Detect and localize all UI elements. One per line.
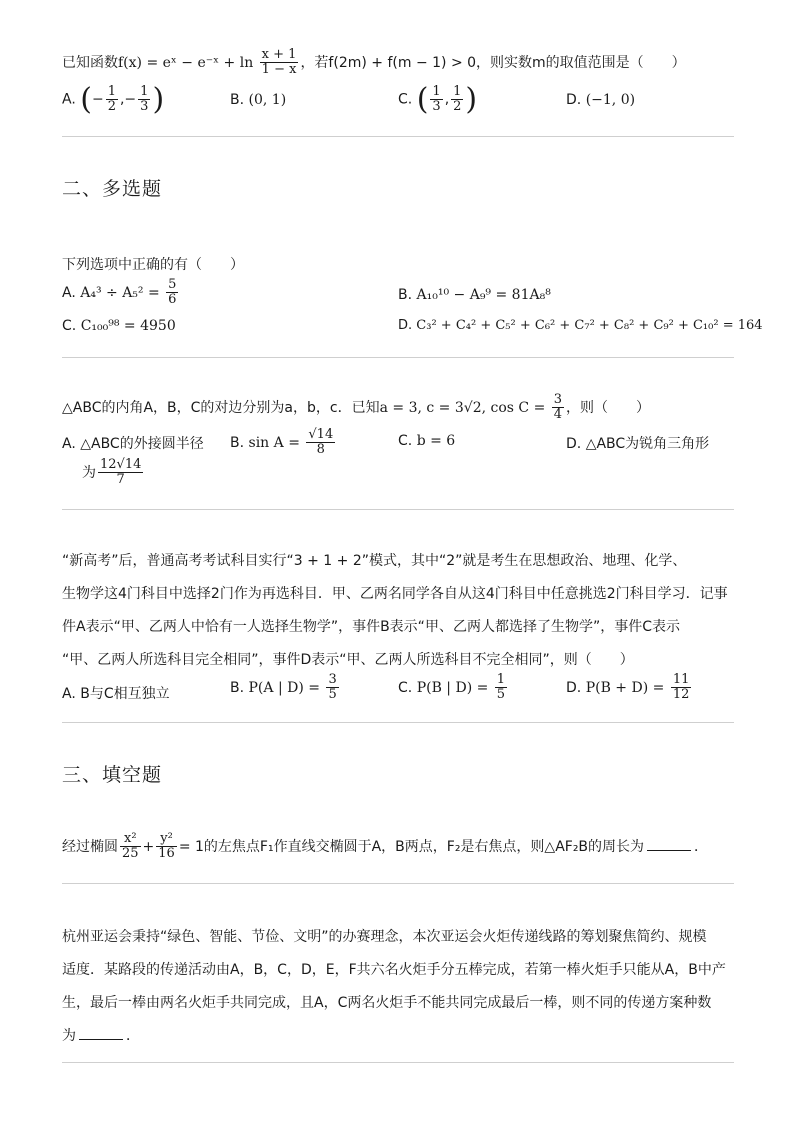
q3-b-expr: sin A = — [248, 434, 300, 451]
q4-d-expr: P(B + D) = — [585, 679, 665, 696]
q6-answer-blank[interactable] — [79, 1039, 123, 1040]
q3-a-text: △ABC的外接圆半径 — [80, 436, 204, 452]
q3-option-c — [398, 433, 455, 449]
frac-den: 6 — [168, 292, 177, 308]
q3-cos-frac — [552, 393, 564, 423]
q4-option-c — [398, 673, 509, 703]
frac-den: 4 — [553, 407, 563, 423]
q1-c-frac2 — [451, 85, 463, 115]
divider — [62, 883, 734, 884]
q2-d-expr: C₃² + C₄² + C₅² + C₆² + C₇² + C₈² + C₉² + C₁₀² = 164 — [416, 318, 763, 333]
option-label: C. — [398, 91, 413, 108]
q2-a-expr: A₄³ ÷ A₅² = — [80, 284, 160, 301]
option-label: C. — [398, 433, 413, 449]
q1-option-a: A. (− $\frac{1}{2}$ ,− $\frac{1}{3}$ ) — [62, 82, 165, 117]
q1-stem — [62, 48, 686, 78]
option-label: A. — [62, 436, 76, 452]
frac-num: 3 — [553, 392, 563, 407]
frac-num: 1 — [140, 83, 149, 99]
q4-d-frac — [671, 673, 692, 703]
section-title-fill-in: 三、填空题 — [62, 764, 163, 786]
q4-b-expr: P(A | D) = — [248, 679, 320, 696]
q4-option-a — [62, 683, 170, 703]
option-label: B. — [398, 287, 413, 303]
frac-num: x² — [120, 832, 141, 847]
q1-a-sign2: − — [124, 91, 137, 108]
q1-func-fraction — [260, 48, 299, 78]
q5-end: ． — [694, 838, 709, 855]
q3-stem — [62, 393, 650, 423]
frac-num: 1 — [453, 83, 462, 99]
q4-c-expr: P(B | D) = — [416, 679, 489, 696]
q1-func: f(x) = eˣ − e⁻ˣ + ln — [118, 54, 254, 71]
frac-den: 25 — [122, 846, 139, 862]
q3-option-a — [62, 433, 204, 453]
q3-stem-b: a = 3, c = 3√2, cos C = — [379, 399, 546, 416]
frac-den: 12 — [672, 687, 690, 703]
frac-num: 1 — [107, 83, 116, 99]
q1-a-frac1 — [106, 85, 118, 115]
q6-line4-post: ． — [126, 1028, 140, 1044]
frac-den: 7 — [116, 472, 125, 488]
q4-stem — [62, 545, 734, 677]
q2-option-a — [62, 278, 180, 308]
q4-line4: “甲、乙两人所选科目完全相同”，事件D表示“甲、乙两人所选科目不完全相同”，则（ ） — [62, 652, 634, 668]
frac-num: √14 — [308, 427, 334, 442]
option-label: C. — [398, 679, 413, 696]
option-label: D. — [566, 679, 582, 696]
q1-func-den: 1 − x — [261, 62, 297, 78]
divider — [62, 1062, 734, 1063]
q4-line2: 生物学这4门科目中选择2门作为再选科目．甲、乙两名同学各自从这4门科目中任意挑选2门科目学习．记事 — [62, 586, 728, 602]
option-label: A. — [62, 284, 76, 301]
q4-c-frac — [495, 673, 507, 703]
q6-line2: 适度．某路段的传递活动由A，B，C，D，E，F共六名火炬手分五棒完成，若第一棒火炬手只能从A，B中产 — [62, 962, 726, 978]
q5-y-frac — [156, 832, 177, 862]
option-label: D. — [398, 318, 413, 333]
q2-a-frac — [166, 278, 178, 308]
option-label: D. — [566, 436, 582, 452]
q4-b-frac — [326, 673, 338, 703]
q5-pre: 经过椭圆 — [62, 838, 118, 855]
frac-den: 3 — [140, 99, 149, 114]
option-label: A. — [62, 91, 76, 108]
option-label: A. — [62, 686, 76, 702]
q5-stem — [62, 832, 708, 862]
q4-a-text: B与C相互独立 — [80, 686, 170, 702]
q3-c-expr: b = 6 — [416, 433, 456, 449]
q2-c-expr: C₁₀₀⁹⁸ = 4950 — [80, 318, 176, 334]
frac-den: 2 — [107, 99, 116, 114]
q5-post: = 1的左焦点F₁作直线交椭圆于A，B两点，F₂是右焦点，则△AF₂B的周长为 — [178, 838, 645, 855]
option-label: D. — [566, 92, 582, 108]
option-label: B. — [230, 679, 245, 696]
q3-b-frac — [306, 428, 335, 458]
q3-stem-a: △ABC的内角A，B，C的对边分别为a，b，c．已知 — [62, 399, 380, 416]
q4-line1: “新高考”后，普通高考考试科目实行“3 + 1 + 2”模式，其中“2”就是考生在思想政治、地理、化学、 — [62, 553, 687, 569]
q3-d-text: △ABC为锐角三角形 — [585, 436, 710, 452]
frac-den: 3 — [432, 99, 441, 114]
q6-line4 — [62, 1020, 734, 1053]
q1-stem-prefix: 已知函数 — [62, 54, 118, 71]
q3-option-d — [566, 433, 709, 453]
q2-option-d — [398, 318, 763, 333]
q4-option-d — [566, 673, 693, 703]
divider — [62, 357, 734, 358]
q1-condition: ，若f(2m) + f(m − 1) > 0，则实数m的取值范围是（ ） — [300, 54, 686, 71]
q1-a-frac2 — [138, 85, 150, 115]
q2-b-expr: A₁₀¹⁰ − A₉⁹ = 81A₈⁸ — [416, 287, 551, 303]
q5-plus: + — [142, 838, 155, 855]
divider — [62, 509, 734, 510]
q5-answer-blank[interactable] — [647, 850, 691, 851]
q6-line3: 生，最后一棒由两名火炬手共同完成，且A，C两名火炬手不能共同完成最后一棒，则不同的传递方案种数 — [62, 995, 712, 1011]
frac-num: 11 — [672, 672, 690, 687]
option-label: B. — [230, 434, 245, 451]
q1-func-num: x + 1 — [261, 47, 297, 62]
frac-num: 5 — [168, 277, 177, 292]
frac-den: 8 — [316, 442, 325, 458]
frac-den: 2 — [453, 99, 462, 114]
q4-option-b — [230, 673, 341, 703]
q1-a-sign1: − — [91, 91, 104, 108]
section-title-multiple-choice: 二、多选题 — [62, 178, 163, 200]
q6-line1: 杭州亚运会秉持“绿色、智能、节俭、文明”的办赛理念，本次亚运会火炬传递线路的筹划聚焦简约、规模 — [62, 929, 707, 945]
frac-num: y² — [156, 832, 177, 847]
option-text: (0, 1) — [248, 92, 287, 108]
option-label: B. — [230, 92, 245, 108]
q1-option-c: C. ( $\frac{1}{3}$ , $\frac{1}{2}$ ) — [398, 82, 478, 117]
divider — [62, 722, 734, 723]
frac-num: 1 — [432, 83, 441, 99]
frac-den: 16 — [158, 846, 175, 862]
q2-option-c — [62, 318, 176, 334]
q4-line3: 件A表示“甲、乙两人中恰有一人选择生物学”，事件B表示“甲、乙两人都选择了生物学”，事件C表示 — [62, 619, 680, 635]
frac-num: 3 — [328, 672, 337, 687]
q6-line4-pre: 为 — [62, 1028, 76, 1044]
q3-a-line2: 为 — [82, 464, 96, 481]
frac-den: 5 — [496, 687, 506, 703]
option-label: C. — [62, 318, 77, 334]
q1-option-b — [230, 92, 286, 108]
q2-stem: 下列选项中正确的有（ ） — [62, 257, 244, 273]
q3-a-frac — [98, 458, 143, 488]
q2-option-b — [398, 287, 551, 303]
frac-den: 5 — [328, 687, 337, 703]
q5-x-frac — [120, 832, 141, 862]
q3-option-a-line2 — [82, 458, 145, 488]
q6-stem — [62, 921, 734, 1053]
q1-option-d — [566, 92, 635, 108]
q3-stem-c: ，则（ ） — [566, 399, 651, 416]
q3-option-b — [230, 428, 337, 458]
frac-num: 12√14 — [100, 457, 142, 472]
option-text: (−1, 0) — [585, 92, 636, 108]
frac-num: 1 — [496, 672, 506, 687]
divider — [62, 136, 734, 137]
q1-c-frac1 — [430, 85, 442, 115]
